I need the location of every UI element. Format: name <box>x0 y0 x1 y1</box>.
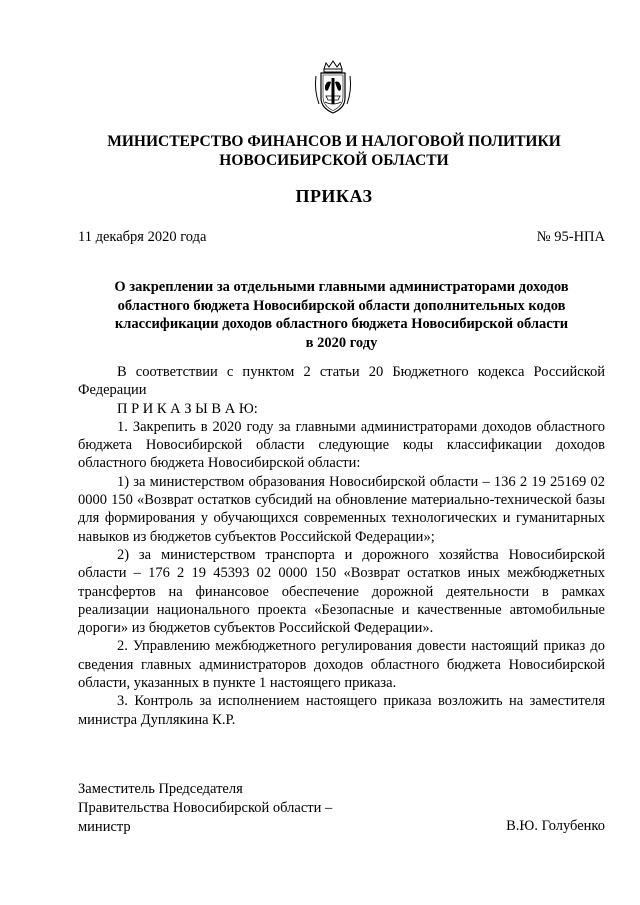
coat-of-arms-icon <box>313 60 353 116</box>
document-type: ПРИКАЗ <box>295 186 373 206</box>
subject-line-4: в 2020 году <box>305 334 378 351</box>
paragraph-order-word: П Р И К А З Ы В А Ю: <box>117 400 258 417</box>
document-body <box>78 363 605 729</box>
ministry-line-2: НОВОСИБИРСКОЙ ОБЛАСТИ <box>219 152 449 169</box>
ministry-name <box>60 132 608 170</box>
paragraph-item-3: 3. Контроль за исполнением настоящего приказа возложить на заместителя министра Дуплякина К.Р. <box>78 693 605 728</box>
document-number: № 95-НПА <box>536 229 605 245</box>
document-subject <box>78 278 605 352</box>
subject-line-1: О закреплении за отдельными главными администраторами доходов <box>114 279 569 295</box>
paragraph-item-1-2: 2) за министерством транспорта и дорожного хозяйства Новосибирской области – 176 2 19 45393 02 0000 150 «Возврат остатков иных межбюджетных трансфертов на финансовое обеспечение дорожной деятельности в рамках реализации национального проекта «Безопасные и качественные автомобильные дороги» из бюджетов субъектов Российской Федерации». <box>78 546 605 637</box>
signer-title-line-2: Правительства Новосибирской области – <box>78 800 333 816</box>
signer-title-line-1: Заместитель Председателя <box>78 781 243 797</box>
document-date: 11 декабря 2020 года <box>78 229 207 245</box>
paragraph-item-1-1: 1) за министерством образования Новосибирской области – 136 2 19 25169 02 0000 150 «Возврат остатков субсидий на обновление материально-технической базы для формирования у обучающихся современных технологических и гуманитарных навыков из бюджетов субъектов Российской Федерации»; <box>78 473 605 545</box>
signer-name: В.Ю. Голубенко <box>506 818 605 834</box>
subject-line-3: классификации доходов областного бюджета Новосибирской области <box>114 316 569 332</box>
paragraph-preamble: В соответствии с пунктом 2 статьи 20 Бюджетного кодекса Российской Федерации <box>78 364 605 399</box>
paragraph-item-1: 1. Закрепить в 2020 году за главными администраторами доходов областного бюджета Новосибирской области следующие коды классификации доходов областного бюджета Новосибирской области: <box>78 418 605 472</box>
subject-line-2: областного бюджета Новосибирской области дополнительных кодов <box>117 297 566 314</box>
signer-title-line-3: министр <box>78 819 131 835</box>
ministry-line-1: МИНИСТЕРСТВО ФИНАНСОВ И НАЛОГОВОЙ ПОЛИТИКИ <box>107 133 561 150</box>
paragraph-item-2: 2. Управлению межбюджетного регулирования довести настоящий приказ до сведения главных администраторов доходов областного бюджета Новосибирской области, указанных в пункте 1 настоящего приказа. <box>78 638 605 692</box>
